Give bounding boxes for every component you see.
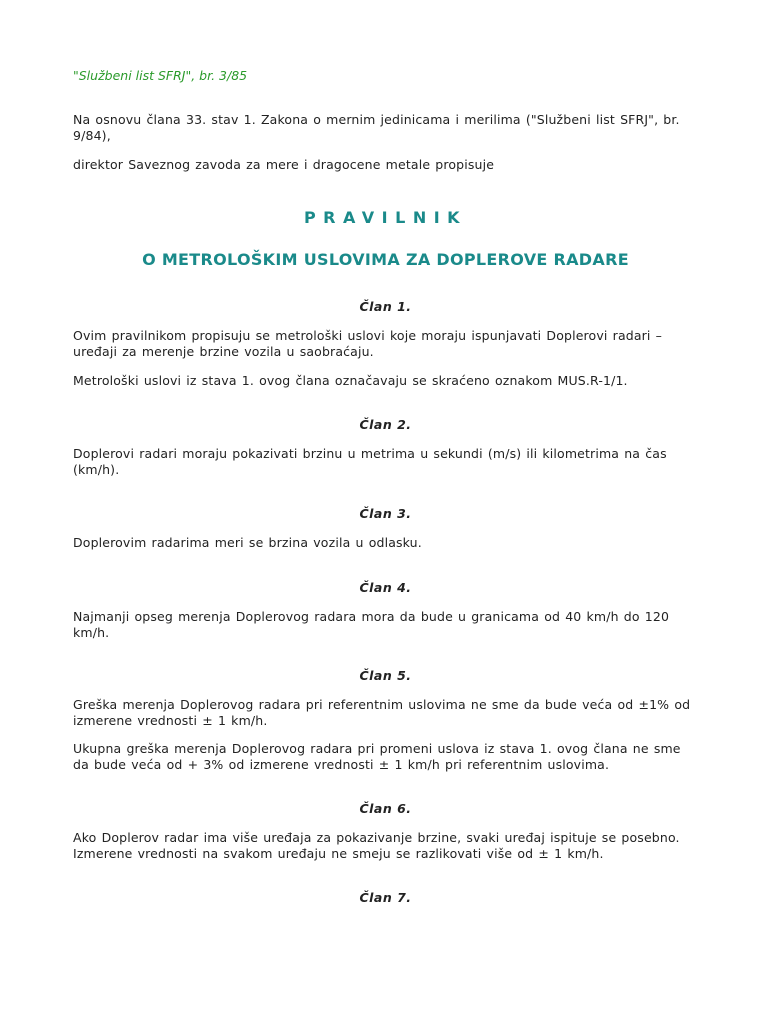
article-paragraph: Doplerovi radari moraju pokazivati brzinu u metrima u sekundi (m/s) ili kilometrima na čas (km/h).: [73, 446, 667, 477]
article-heading: Član 7.: [359, 890, 412, 905]
article-heading: Član 4.: [359, 580, 412, 595]
article-heading: Član 1.: [359, 299, 412, 314]
preamble-issuer: direktor Saveznog zavoda za mere i dragocene metale propisuje: [73, 157, 495, 172]
article-paragraph: Ako Doplerov radar ima više uređaja za pokazivanje brzine, svaki uređaj ispituje se posebno. Izmerene vrednosti na svakom uređaju ne smeju se razlikovati više od ± 1 km/h.: [73, 830, 680, 861]
article-paragraph: Ukupna greška merenja Doplerovog radara pri promeni uslova iz stava 1. ovog člana ne sme da bude veća od + 3% od izmerene vrednosti ± 1 km/h pri referentnim uslovima.: [73, 741, 681, 772]
article-heading: Član 3.: [359, 506, 412, 521]
article-heading: Član 6.: [359, 801, 412, 816]
preamble-basis: Na osnovu člana 33. stav 1. Zakona o mernim jedinicama i merilima ("Službeni list SFRJ", br. 9/84),: [73, 112, 680, 143]
gazette-reference: "Službeni list SFRJ", br. 3/85: [73, 68, 248, 83]
article-heading: Član 5.: [359, 668, 412, 683]
document-title: PRAVILNIK: [303, 208, 468, 227]
article-paragraph: Ovim pravilnikom propisuju se metrološki uslovi koje moraju ispunjavati Doplerovi radari – uređaji za merenje brzine vozila u saobraćaju.: [73, 328, 663, 359]
document-subtitle: O METROLOŠKIM USLOVIMA ZA DOPLEROVE RADARE: [142, 250, 629, 269]
article-paragraph: Najmanji opseg merenja Doplerovog radara mora da bude u granicama od 40 km/h do 120 km/h.: [73, 609, 670, 640]
article-paragraph: Metrološki uslovi iz stava 1. ovog člana označavaju se skraćeno oznakom MUS.R-1/1.: [73, 373, 628, 388]
article-paragraph: Doplerovim radarima meri se brzina vozila u odlasku.: [73, 535, 422, 550]
article-paragraph: Greška merenja Doplerovog radara pri referentnim uslovima ne sme da bude veća od ±1% od izmerene vrednosti ± 1 km/h.: [73, 697, 691, 728]
article-heading: Član 2.: [359, 417, 412, 432]
